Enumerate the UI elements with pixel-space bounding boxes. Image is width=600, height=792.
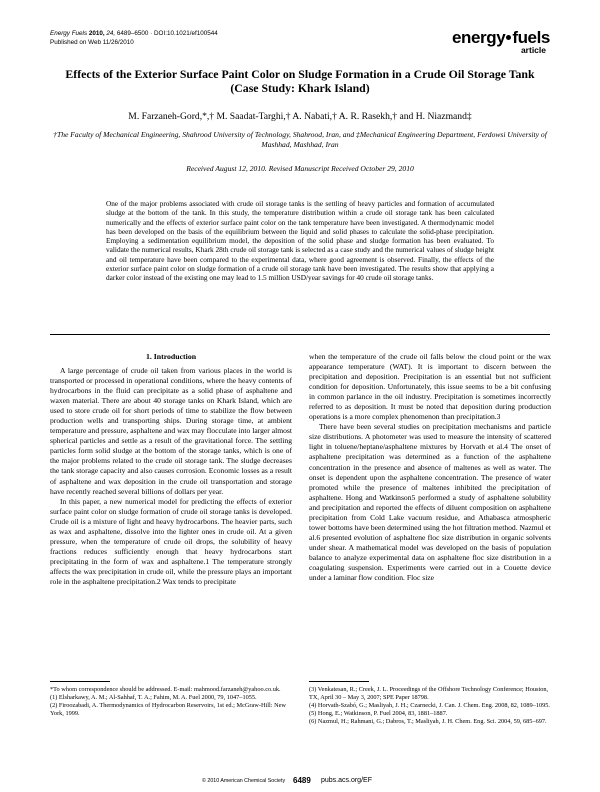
footnote: (6) Nazmul, H.; Rahmani, G.; Dabros, T.; Masliyah, J. H. Chem. Eng. Sci. 2004, 59, 685–697. bbox=[309, 717, 547, 725]
footnotes-right bbox=[309, 686, 551, 726]
paragraph: There have been several studies on precipitation mechanisms and particle size distributions. A photometer was used to measure the intensity of scattered light in toluene/heptane/asphaltene mixtures by Horvath et al.4 The onset of asphaltene precipitation was determined as a function of the asphaltene concentration in the presence and absence of maltenes as well as water. The onset is dependent upon the asphaltene concentration. The presence of water promoted while the presence of maltenes inhibited the precipitation of asphaltene. Hong and Watkinson5 performed a study of asphaltene solubility and precipitation and reported the effects of diluent composition on asphaltene precipitation from Cold Lake vacuum residue, and Athabasca atmospheric tower bottoms have been determined using the hot filtration method. Nazmul et al.6 presented evolution of asphaltene floc size distribution in organic solvents under shear. A mathematical model was developed on the basis of population balance to analyze experimental data on asphaltene floc size distribution in a coagulating suspension. Experiments were carried out in a Couette device under a laminar flow condition. Floc size bbox=[309, 422, 551, 583]
received-dates: Received August 12, 2010. Revised Manuscript Received October 29, 2010 bbox=[186, 164, 414, 173]
paragraph: A large percentage of crude oil taken from various places in the world is transported or processed in operational conditions, where the heavy contents of hydrocarbons in the fluid can precipitate as a solid phase of asphaltene and waxen material. There are about 40 storage tanks on Khark Island, which are used to store crude oil for short periods of time to stabilize the flow between production wells and transporting ships. During storage time, at ambient temperature and pressure, asphaltene and wax may flocculate into larger almost spherical particles and settle as a result of the gravitational force. The settling particles form solid sludge at the bottom of the storage tanks, which is one of the major problems related to the crude oil storage tank. The sludge decreases the tank storage capacity and also causes corrosion. Economic losses as a result of asphaltene and wax deposition in the crude oil transportation and storage have recently reached several billions of dollars per year. bbox=[50, 366, 292, 496]
footnote-divider-right bbox=[309, 681, 369, 682]
affiliations: †The Faculty of Mechanical Engineering, Shahrood University of Technology, Shahrood, Iran, and ‡Mechanical Engineering Department, Ferdowsi University of Mashhad, Mashhad, Iran bbox=[53, 130, 547, 149]
page-number: 6489 bbox=[293, 776, 311, 785]
published-date: Published on Web 11/26/2010 bbox=[50, 38, 134, 46]
logo-word-energy: energy bbox=[451, 28, 506, 47]
section-heading-introduction: 1. Introduction bbox=[145, 352, 197, 361]
journal-pages-doi: 6489–6500 · DOI:10.1021/ef100544 bbox=[116, 30, 218, 37]
journal-name: Energy Fuels bbox=[50, 30, 88, 37]
article-type-label: article bbox=[520, 45, 546, 55]
journal-logo bbox=[452, 29, 550, 55]
journal-volume: 24, bbox=[106, 30, 116, 37]
footnote: (2) Firoozabadi, A. Thermodynamics of Hydrocarbon Reservoirs, 1st ed.; McGraw-Hill: New York, 1999. bbox=[50, 701, 286, 717]
journal-year: 2010, bbox=[88, 30, 105, 37]
left-column bbox=[50, 366, 292, 587]
abstract: One of the major problems associated with crude oil storage tanks is the settling of heavy particles and formation of accumulated sludge at the bottom of the tank. In this study, the temperature distribution within a crude oil storage tank has been calculated numerically and the effects of exterior surface paint color on the tank temperature have been investigated. A thermodynamic model has been developed on the basis of the equilibrium between the liquid and solid phases to calculate the solid-phase precipitation. Employing a sedimentation equilibrium model, the deposition of the solid phase and sludge formation has been evaluated. To validate the numerical results, Khark 28th crude oil storage tank is selected as a case study and the numerical values of sludge height and oil temperature have been compared to the experimental data, where good agreement is observed. Finally, the effects of the exterior surface paint color on sludge formation of a crude oil storage tank have been investigated. The results show that applying a darker color instead of the existing one may lead to 1.5 million USD/year savings for 40 crude oil storage tanks. bbox=[106, 199, 494, 282]
footnote: (3) Venkatesan, R.; Creek, J. L. Proceedings of the Offshore Technology Conference; Houston, TX, April 30 – May 3, 2007; SPE Paper 18798. bbox=[309, 686, 549, 701]
article-title: Effects of the Exterior Surface Paint Color on Sludge Formation in a Crude Oil Storage Tank (Case Study: Khark Island) bbox=[65, 67, 535, 95]
logo-dot-icon bbox=[506, 35, 511, 40]
footnote: (5) Hong, E.; Watkinson, P. Fuel 2004, 83, 1881–1887. bbox=[309, 709, 448, 717]
paragraph: when the temperature of the crude oil falls below the cloud point or the wax appearance temperature (WAT). It is important to discern between the precipitation and deposition. Precipitation is an essential but not sufficient condition for deposition. Unfortunately, this issue seems to be a bit confusing in common parlance in the oil industry. Precipitation is sometimes incorrectly referred to as deposition. It must be noted that deposition during production operations is a more complex phenomenon than precipitation.3 bbox=[309, 352, 551, 422]
copyright-notice: © 2010 American Chemical Society bbox=[202, 778, 286, 784]
logo-word-fuels: fuels bbox=[512, 28, 550, 47]
journal-header bbox=[50, 30, 218, 47]
abstract-divider bbox=[50, 334, 550, 335]
author-list: M. Farzaneh-Gord,*,† M. Saadat-Targhi,† A. Nabati,† A. R. Rasekh,† and H. Niazmand‡ bbox=[128, 111, 472, 122]
paragraph: In this paper, a new numerical model for predicting the effects of exterior surface paint color on sludge formation of crude oil storage tanks is developed. Crude oil is a mixture of light and heavy hydrocarbons. The heavier parts, such as wax and asphaltene, dissolve into the lighter ones in crude oil. At a given pressure, when the temperature of crude oil drops, the solubility of heavy fractions reduces sufficiently enough that heavy hydrocarbons start precipitating in the form of wax and asphaltene.1 The temperature strongly affects the wax precipitation in crude oil, while the pressure plays an important role in the asphaltene precipitation.2 Wax tends to precipitate bbox=[50, 496, 292, 586]
footnote: *To whom correspondence should be addressed. E-mail: mahmood.farzaneh@yahoo.co.uk. bbox=[50, 686, 281, 693]
footnotes-left bbox=[50, 686, 292, 718]
journal-citation bbox=[50, 30, 218, 39]
journal-url: pubs.acs.org/EF bbox=[321, 777, 372, 784]
footnote: (1) Elsharkawy, A. M.; Al-Sahhaf, T. A.; Fahim, M. A. Fuel 2000, 79, 1047–1055. bbox=[50, 693, 257, 701]
footnote-divider-left bbox=[50, 681, 110, 682]
right-column bbox=[309, 352, 551, 583]
footnote: (4) Horvath-Szabó, G.; Masliyah, J. H.; Czarnecki, J. Can. J. Chem. Eng. 2008, 82, 1089–1095. bbox=[309, 701, 550, 709]
